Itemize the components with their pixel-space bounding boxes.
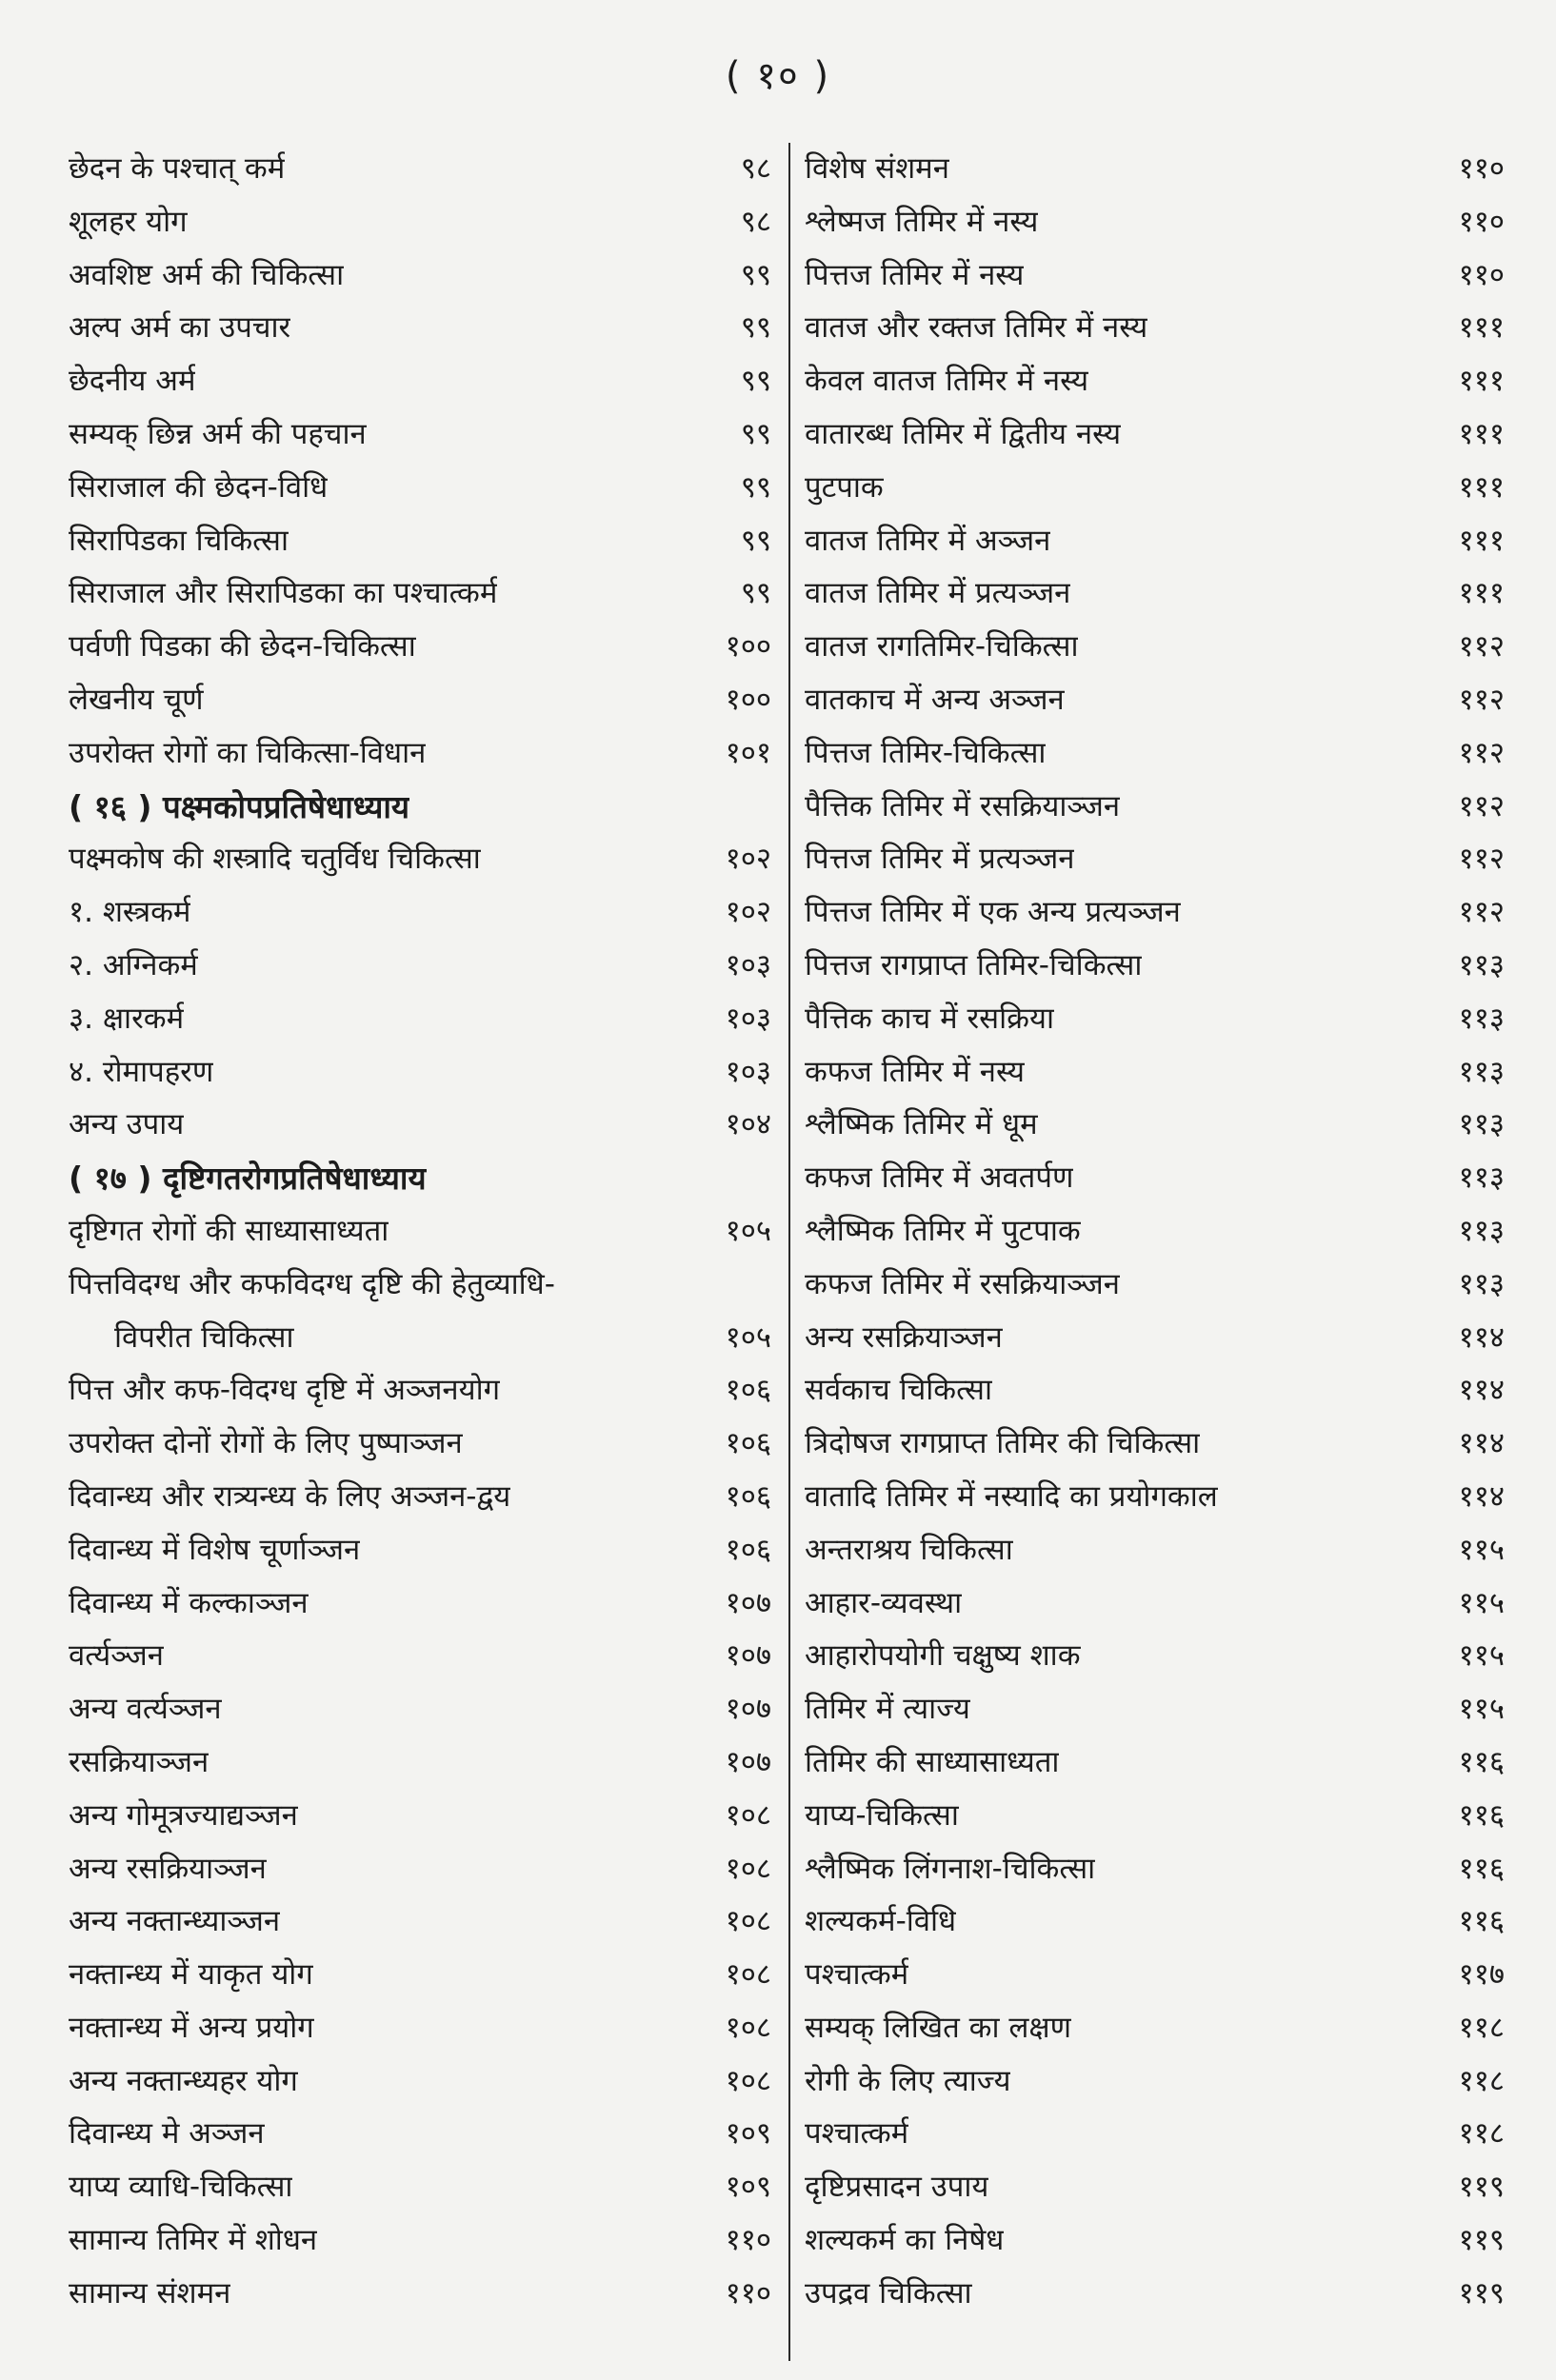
- toc-entry-page-number: १०५: [725, 1319, 771, 1355]
- toc-entry-label: उपरोक्त दोनों रोगों के लिए पुष्पाञ्जन: [69, 1426, 463, 1461]
- toc-entry-page-number: ११४: [1458, 1373, 1505, 1408]
- toc-entry: [805, 1259, 1505, 1312]
- toc-entry-page-number: ११२: [1458, 735, 1505, 770]
- toc-entry-label: श्लैष्मिक तिमिर में धूम: [805, 1107, 1038, 1142]
- toc-entry-page-number: ११२: [1458, 842, 1505, 877]
- toc-entry: [69, 1736, 771, 1790]
- toc-entry: [805, 1152, 1505, 1205]
- toc-entry-page-number: ११२: [1458, 788, 1505, 823]
- toc-entry: [69, 2002, 771, 2055]
- toc-entry-page-number: १०७: [725, 1638, 771, 1674]
- toc-entry-page-number: १०६: [725, 1532, 771, 1567]
- toc-entry-label: दिवान्ध्य में कल्काञ्जन: [69, 1585, 309, 1620]
- toc-section-heading: [69, 1152, 771, 1205]
- toc-entry: [805, 249, 1505, 303]
- toc-section-heading: [69, 781, 771, 834]
- toc-entry-page-number: ११३: [1458, 1213, 1505, 1248]
- toc-entry-page-number: ११०: [1458, 151, 1505, 186]
- toc-entry: [69, 1259, 771, 1312]
- toc-entry-page-number: ११४: [1458, 1319, 1505, 1355]
- toc-entry-page-number: १०४: [725, 1107, 771, 1142]
- toc-entry: [69, 1683, 771, 1736]
- toc-entry-page-number: ११५: [1458, 1692, 1505, 1727]
- toc-entry: [805, 196, 1505, 249]
- toc-entry-page-number: १०८: [725, 1904, 771, 1939]
- toc-entry: [69, 1843, 771, 1896]
- toc-entry: [69, 1577, 771, 1631]
- toc-entry-label: अन्य उपाय: [69, 1107, 185, 1142]
- toc-entry-page-number: ११६: [1458, 1904, 1505, 1939]
- column-divider: [788, 143, 790, 2361]
- toc-entry: [805, 2002, 1505, 2055]
- toc-entry-label: याप्य व्याधि-चिकित्सा: [69, 2170, 293, 2205]
- toc-entry-page-number: १११: [1458, 310, 1505, 346]
- toc-entry-label: सिराजाल की छेदन-विधि: [69, 469, 329, 505]
- toc-entry-label: अन्य नक्तान्ध्याञ्जन: [69, 1904, 281, 1939]
- toc-entry-label: नक्तान्ध्य में अन्य प्रयोग: [69, 2010, 314, 2045]
- toc-entry-label: दृष्टिप्रसादन उपाय: [805, 2170, 989, 2205]
- toc-entry-page-number: ११३: [1458, 1054, 1505, 1089]
- toc-entry-label: रसक्रियाञ्जन: [69, 1744, 209, 1779]
- toc-entry: [805, 1524, 1505, 1577]
- toc-entry-label: अवशिष्ट अर्म की चिकित्सा: [69, 257, 345, 292]
- toc-entry: [69, 1790, 771, 1843]
- toc-entry-label: सम्यक् लिखित का लक्षण: [805, 2010, 1071, 2045]
- toc-entry-page-number: १११: [1458, 364, 1505, 399]
- toc-entry: [69, 143, 771, 196]
- toc-entry-page-number: १०१: [725, 735, 771, 770]
- toc-entry-page-number: ११५: [1458, 1585, 1505, 1620]
- toc-entry-page-number: ११५: [1458, 1638, 1505, 1674]
- toc-entry: [805, 621, 1505, 674]
- toc-entry-page-number: ९९: [740, 364, 771, 399]
- toc-entry-label: २. अग्निकर्म: [69, 947, 198, 982]
- toc-entry-page-number: १०६: [725, 1373, 771, 1408]
- toc-entry-page-number: १०८: [725, 1797, 771, 1833]
- toc-entry-page-number: ९९: [740, 576, 771, 611]
- toc-entry: [805, 1895, 1505, 1949]
- toc-entry-page-number: १०७: [725, 1744, 771, 1779]
- toc-entry: [69, 621, 771, 674]
- toc-entry: [69, 1630, 771, 1683]
- toc-entry-label: ४. रोमापहरण: [69, 1054, 214, 1089]
- toc-entry: [69, 1205, 771, 1259]
- toc-entry: [805, 2108, 1505, 2161]
- toc-entry-page-number: ११८: [1458, 2116, 1505, 2152]
- toc-entry: [805, 567, 1505, 621]
- toc-entry: [805, 727, 1505, 781]
- toc-entry: [805, 940, 1505, 993]
- toc-entry-label: अन्य रसक्रियाञ्जन: [805, 1319, 1003, 1355]
- toc-entry-label: अन्तराश्रय चिकित्सा: [805, 1532, 1013, 1567]
- toc-entry-label: उपद्रव चिकित्सा: [805, 2275, 972, 2311]
- toc-entry-page-number: ११५: [1458, 1532, 1505, 1567]
- toc-entry: [805, 408, 1505, 462]
- toc-entry: [805, 1843, 1505, 1896]
- toc-entry: [805, 781, 1505, 834]
- toc-entry-label: केवल वातज तिमिर में नस्य: [805, 364, 1089, 399]
- toc-entry-label: पर्वणी पिडका की छेदन-चिकित्सा: [69, 629, 416, 664]
- toc-entry-label: पित्त और कफ-विदग्ध दृष्टि में अञ्जनयोग: [69, 1373, 501, 1408]
- toc-entry-page-number: ११०: [1458, 257, 1505, 292]
- toc-entry-label: पश्चात्कर्म: [805, 1957, 909, 1993]
- toc-entry-page-number: १०८: [725, 2063, 771, 2098]
- toc-entry-page-number: ११२: [1458, 682, 1505, 717]
- toc-entry-label: पक्ष्मकोष की शस्त्रादि चतुर्विध चिकित्सा: [69, 842, 481, 877]
- toc-entry-page-number: १०९: [725, 2116, 771, 2152]
- toc-entry-page-number: १०७: [725, 1692, 771, 1727]
- toc-entry-page-number: १०६: [725, 1426, 771, 1461]
- toc-entry: [805, 355, 1505, 408]
- toc-entry-label: तिमिर की साध्यासाध्यता: [805, 1744, 1060, 1779]
- toc-right-column: [805, 143, 1505, 2321]
- toc-entry-label: विशेष संशमन: [805, 151, 949, 186]
- toc-entry-page-number: ११०: [1458, 204, 1505, 239]
- toc-entry-page-number: १०८: [725, 1957, 771, 1993]
- toc-entry: [69, 833, 771, 886]
- toc-entry-page-number: १००: [725, 629, 771, 664]
- toc-entry: [69, 1895, 771, 1949]
- toc-entry: [69, 249, 771, 303]
- toc-entry-page-number: १००: [725, 682, 771, 717]
- toc-entry: [805, 833, 1505, 886]
- toc-entry-page-number: ११२: [1458, 629, 1505, 664]
- toc-entry-label: पित्तज तिमिर में नस्य: [805, 257, 1025, 292]
- toc-entry-page-number: १११: [1458, 523, 1505, 558]
- toc-entry: [805, 2268, 1505, 2321]
- toc-entry-label: छेदनीय अर्म: [69, 364, 196, 399]
- toc-entry: [69, 727, 771, 781]
- toc-entry-page-number: १११: [1458, 576, 1505, 611]
- toc-entry-label: सामान्य संशमन: [69, 2275, 231, 2311]
- toc-entry: [69, 1312, 771, 1365]
- toc-entry-page-number: ११६: [1458, 1851, 1505, 1886]
- toc-entry-page-number: १०७: [725, 1585, 771, 1620]
- toc-entry: [805, 1736, 1505, 1790]
- toc-entry-label: कफज तिमिर में रसक्रियाञ्जन: [805, 1266, 1120, 1301]
- toc-entry-page-number: ११०: [725, 2275, 771, 2311]
- toc-entry: [805, 1949, 1505, 2002]
- toc-entry-label: वातज तिमिर में अञ्जन: [805, 523, 1051, 558]
- toc-entry-label: १. शस्त्रकर्म: [69, 895, 191, 930]
- toc-entry: [69, 1949, 771, 2002]
- toc-entry: [805, 515, 1505, 568]
- toc-entry: [69, 2055, 771, 2109]
- toc-entry: [805, 1471, 1505, 1524]
- toc-entry-label: लेखनीय चूर्ण: [69, 682, 204, 717]
- toc-entry-label: त्रिदोषज रागप्राप्त तिमिर की चिकित्सा: [805, 1426, 1201, 1461]
- toc-entry-label: दिवान्ध्य मे अञ्जन: [69, 2116, 265, 2152]
- toc-entry: [805, 302, 1505, 355]
- toc-entry-label: आहारोपयोगी चक्षुष्य शाक: [805, 1638, 1081, 1674]
- toc-entry-page-number: ११३: [1458, 947, 1505, 982]
- toc-entry: [805, 674, 1505, 727]
- toc-entry: [69, 2161, 771, 2214]
- toc-entry-page-number: ९९: [740, 416, 771, 451]
- toc-entry: [805, 1683, 1505, 1736]
- toc-entry-page-number: ९९: [740, 310, 771, 346]
- toc-entry-label: वातारब्ध तिमिर में द्वितीय नस्य: [805, 416, 1122, 451]
- toc-entry-label: अन्य वर्त्यञ्जन: [69, 1692, 222, 1727]
- toc-entry: [69, 567, 771, 621]
- toc-entry-page-number: ११०: [725, 2223, 771, 2258]
- toc-entry: [69, 1524, 771, 1577]
- toc-entry-label: वातज और रक्तज तिमिर में नस्य: [805, 310, 1148, 346]
- toc-entry-label: पश्चात्कर्म: [805, 2116, 909, 2152]
- toc-entry-page-number: ११६: [1458, 1797, 1505, 1833]
- toc-entry: [69, 2108, 771, 2161]
- toc-entry: [805, 462, 1505, 515]
- toc-entry: [805, 2055, 1505, 2109]
- toc-entry-page-number: ११३: [1458, 1160, 1505, 1196]
- toc-entry: [805, 1312, 1505, 1365]
- toc-entry-label: पित्तज तिमिर में प्रत्यञ्जन: [805, 842, 1075, 877]
- toc-entry-label: छेदन के पश्चात् कर्म: [69, 151, 286, 186]
- toc-entry: [805, 1364, 1505, 1418]
- toc-entry-label: पैत्तिक काच में रसक्रिया: [805, 1001, 1054, 1036]
- toc-entry-label: पित्तज तिमिर-चिकित्सा: [805, 735, 1047, 770]
- toc-entry-page-number: ११९: [1458, 2275, 1505, 2311]
- toc-entry: [805, 1418, 1505, 1471]
- toc-entry-page-number: १०८: [725, 1851, 771, 1886]
- toc-entry-label: श्लेष्मज तिमिर में नस्य: [805, 204, 1039, 239]
- toc-entry-page-number: १०२: [725, 895, 771, 930]
- toc-entry-label: कफज तिमिर में नस्य: [805, 1054, 1025, 1089]
- toc-entry-page-number: १०५: [725, 1213, 771, 1248]
- toc-entry-label: आहार-व्यवस्था: [805, 1585, 963, 1620]
- toc-entry-page-number: ११४: [1458, 1426, 1505, 1461]
- toc-entry-page-number: १०६: [725, 1478, 771, 1514]
- toc-entry-label: वर्त्यञ्जन: [69, 1638, 164, 1674]
- toc-entry-label: श्लैष्मिक तिमिर में पुटपाक: [805, 1213, 1081, 1248]
- toc-entry: [805, 2161, 1505, 2214]
- toc-entry-label: ( १७ ) दृष्टिगतरोगप्रतिषेधाध्याय: [69, 1160, 427, 1198]
- toc-entry: [805, 143, 1505, 196]
- toc-entry: [69, 1099, 771, 1152]
- toc-entry-page-number: १०३: [725, 1054, 771, 1089]
- toc-entry-page-number: ११२: [1458, 895, 1505, 930]
- toc-entry-page-number: ११३: [1458, 1266, 1505, 1301]
- toc-entry-label: दृष्टिगत रोगों की साध्यासाध्यता: [69, 1213, 389, 1248]
- toc-entry-label: याप्य-चिकित्सा: [805, 1797, 959, 1833]
- toc-entry-label: वातज रागतिमिर-चिकित्सा: [805, 629, 1079, 664]
- toc-entry: [805, 1046, 1505, 1100]
- toc-entry-label: नक्तान्ध्य में याकृत योग: [69, 1957, 313, 1993]
- toc-entry-page-number: ११३: [1458, 1001, 1505, 1036]
- toc-entry-label: अल्प अर्म का उपचार: [69, 310, 291, 346]
- toc-entry-label: सामान्य तिमिर में शोधन: [69, 2223, 318, 2258]
- toc-entry-label: पित्तविदग्ध और कफविदग्ध दृष्टि की हेतुव्याधि-: [69, 1266, 555, 1301]
- toc-entry: [69, 302, 771, 355]
- toc-entry: [805, 1577, 1505, 1631]
- toc-entry-label: ( १६ ) पक्ष्मकोपप्रतिषेधाध्याय: [69, 787, 410, 825]
- toc-entry-page-number: १०२: [725, 842, 771, 877]
- toc-entry-label: पित्तज रागप्राप्त तिमिर-चिकित्सा: [805, 947, 1143, 982]
- toc-entry: [69, 886, 771, 940]
- toc-entry: [69, 196, 771, 249]
- toc-entry: [805, 993, 1505, 1046]
- toc-entry-page-number: ११९: [1458, 2223, 1505, 2258]
- toc-entry-label: शल्यकर्म-विधि: [805, 1904, 957, 1939]
- toc-entry-label: उपरोक्त रोगों का चिकित्सा-विधान: [69, 735, 427, 770]
- toc-entry-label: अन्य रसक्रियाञ्जन: [69, 1851, 267, 1886]
- toc-entry: [69, 1471, 771, 1524]
- toc-entry: [805, 1790, 1505, 1843]
- toc-entry: [69, 2214, 771, 2268]
- toc-entry: [69, 2268, 771, 2321]
- toc-entry-page-number: ११८: [1458, 2010, 1505, 2045]
- toc-entry: [805, 886, 1505, 940]
- toc-entry-label: अन्य गोमूत्रज्याद्यञ्जन: [69, 1797, 298, 1833]
- toc-entry-label: पुटपाक: [805, 469, 884, 505]
- toc-entry: [805, 1630, 1505, 1683]
- toc-entry-label: ३. क्षारकर्म: [69, 1001, 185, 1036]
- toc-entry-page-number: १११: [1458, 469, 1505, 505]
- toc-entry: [805, 1205, 1505, 1259]
- toc-entry-page-number: ११७: [1458, 1957, 1505, 1993]
- toc-entry-label: कफज तिमिर में अवतर्पण: [805, 1160, 1074, 1196]
- toc-entry-page-number: ११६: [1458, 1744, 1505, 1779]
- toc-entry-label: रोगी के लिए त्याज्य: [805, 2063, 1011, 2098]
- toc-entry-label: तिमिर में त्याज्य: [805, 1692, 970, 1727]
- toc-entry-label: वातज तिमिर में प्रत्यञ्जन: [805, 576, 1071, 611]
- toc-left-column: [69, 143, 771, 2321]
- toc-entry-label: सिरापिडका चिकित्सा: [69, 523, 289, 558]
- toc-entry-page-number: ११९: [1458, 2170, 1505, 2205]
- toc-entry-page-number: १०९: [725, 2170, 771, 2205]
- toc-entry-page-number: ९९: [740, 257, 771, 292]
- toc-entry: [69, 1364, 771, 1418]
- toc-entry-label: दिवान्ध्य और रात्र्यन्ध्य के लिए अञ्जन-द्वय: [69, 1478, 511, 1514]
- toc-entry-page-number: ११३: [1458, 1107, 1505, 1142]
- toc-entry-page-number: १०८: [725, 2010, 771, 2045]
- toc-entry: [69, 462, 771, 515]
- toc-entry: [69, 674, 771, 727]
- toc-entry-label: दिवान्ध्य में विशेष चूर्णाञ्जन: [69, 1532, 361, 1567]
- toc-entry-page-number: ९९: [740, 523, 771, 558]
- toc-entry-label: सम्यक् छिन्न अर्म की पहचान: [69, 416, 367, 451]
- toc-entry-label: वातकाच में अन्य अञ्जन: [805, 682, 1065, 717]
- toc-entry-page-number: ११४: [1458, 1478, 1505, 1514]
- toc-entry-page-number: १०३: [725, 947, 771, 982]
- toc-entry: [805, 1099, 1505, 1152]
- toc-entry-label: श्लैष्मिक लिंगनाश-चिकित्सा: [805, 1851, 1096, 1886]
- toc-entry-label: वातादि तिमिर में नस्यादि का प्रयोगकाल: [805, 1478, 1218, 1514]
- toc-entry: [69, 515, 771, 568]
- toc-entry-page-number: ९९: [740, 469, 771, 505]
- toc-entry: [69, 1418, 771, 1471]
- toc-entry-page-number: १०३: [725, 1001, 771, 1036]
- toc-entry-label: सर्वकाच चिकित्सा: [805, 1373, 992, 1408]
- toc-entry-label: सिराजाल और सिरापिडका का पश्चात्कर्म: [69, 576, 498, 611]
- toc-entry-label: विपरीत चिकित्सा: [114, 1319, 294, 1355]
- toc-entry-page-number: ९८: [740, 204, 771, 239]
- toc-entry-label: शूलहर योग: [69, 204, 188, 239]
- toc-entry-label: पैत्तिक तिमिर में रसक्रियाञ्जन: [805, 788, 1121, 823]
- toc-entry-page-number: ९८: [740, 151, 771, 186]
- toc-entry: [69, 355, 771, 408]
- toc-entry: [69, 1046, 771, 1100]
- toc-entry-label: अन्य नक्तान्ध्यहर योग: [69, 2063, 298, 2098]
- toc-entry-label: पित्तज तिमिर में एक अन्य प्रत्यञ्जन: [805, 895, 1181, 930]
- page-number: ( १० ): [725, 54, 831, 98]
- toc-entry-page-number: ११८: [1458, 2063, 1505, 2098]
- toc-entry: [805, 2214, 1505, 2268]
- toc-entry-label: शल्यकर्म का निषेध: [805, 2223, 1005, 2258]
- toc-entry: [69, 408, 771, 462]
- toc-entry: [69, 940, 771, 993]
- toc-entry-page-number: १११: [1458, 416, 1505, 451]
- toc-entry: [69, 993, 771, 1046]
